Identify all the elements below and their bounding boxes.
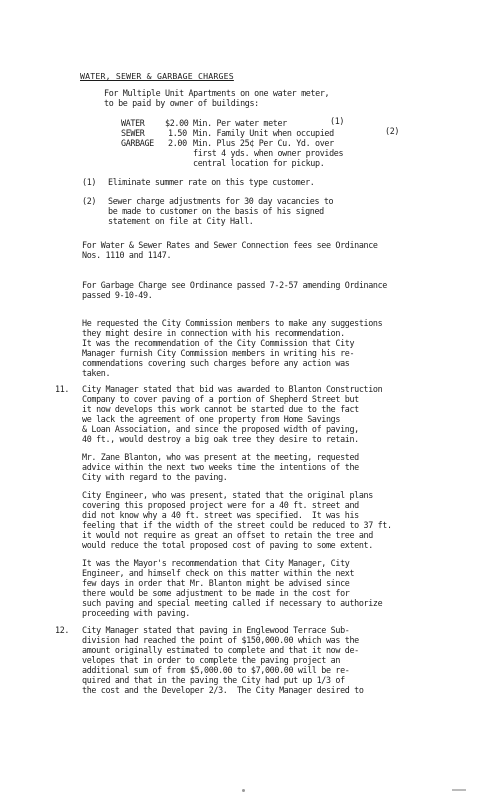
rate-amount: $2.00: [165, 118, 189, 128]
footnote-line: be made to customer on the basis of his signed: [108, 206, 324, 216]
paragraph-line: did not know why a 40 ft. street was specified. It was his: [82, 510, 359, 520]
section-heading: WATER, SEWER & GARBAGE CHARGES: [80, 71, 234, 81]
paragraph-line: & Loan Association, and since the proposed width of paving,: [82, 424, 359, 434]
paragraph-line: we lack the agreement of one property from Home Savings: [82, 414, 341, 424]
rate-desc: Min. Family Unit when occupied: [193, 128, 334, 138]
ordinance-water-line: Nos. 1110 and 1147.: [82, 250, 172, 260]
paragraph-line: He requested the City Commission members to make any suggestions: [82, 318, 383, 328]
ordinance-water-line: For Water & Sewer Rates and Sewer Connection fees see Ordinance: [82, 240, 378, 250]
paragraph-line: feeling that if the width of the street could be reduced to 37 ft.: [82, 520, 392, 530]
rate-note: (2): [385, 126, 400, 136]
footnote-line: statement on file at City Hall.: [108, 216, 254, 226]
paragraph-line: few days in order that Mr. Blanton might be advised since: [82, 578, 350, 588]
paragraph-line: covering this proposed project were for a 40 ft. street and: [82, 500, 359, 510]
paragraph-line: additional sum of from $5,000.00 to $7,000.00 will be re-: [82, 665, 350, 675]
paragraph-line: Company to cover paving of a portion of Shepherd Street but: [82, 394, 359, 404]
paragraph-line: It was the recommendation of the City Commission that City: [82, 338, 355, 348]
paragraph-line: Manager furnish City Commission members in writing his re-: [82, 348, 355, 358]
paragraph-line: commendations covering such charges before any action was: [82, 358, 350, 368]
paragraph-line: quired and that in the paving the City had put up 1/3 of: [82, 675, 345, 685]
intro-line-1: For Multiple Unit Apartments on one water meter,: [104, 88, 330, 98]
intro-line-2: to be paid by owner of buildings:: [104, 98, 259, 108]
paragraph-line: It was the Mayor's recommendation that City Manager, City: [82, 558, 350, 568]
paragraph-line: City Manager stated that bid was awarded to Blanton Construction: [82, 384, 383, 394]
footnote-number: (2): [82, 196, 97, 206]
paragraph-line: City Manager stated that paving in Englewood Terrace Sub-: [82, 625, 350, 635]
rate-continued-line: first 4 yds. when owner provides: [193, 148, 344, 158]
paragraph-line: the cost and the Developer 2/3. The City Manager desired to: [82, 685, 364, 695]
rate-service: SEWER: [121, 128, 145, 138]
footnote-line: Sewer charge adjustments for 30 day vacancies to: [108, 196, 334, 206]
rate-amount: 2.00: [168, 138, 187, 148]
paragraph-line: 40 ft., would destroy a big oak tree they desire to retain.: [82, 434, 359, 444]
scan-mark: [242, 789, 245, 792]
rate-desc: Min. Per water meter: [193, 118, 287, 128]
paragraph-line: City Engineer, who was present, stated that the original plans: [82, 490, 373, 500]
ordinance-garbage-line: For Garbage Charge see Ordinance passed 7-2-57 amending Ordinance: [82, 280, 387, 290]
ordinance-garbage-line: passed 9-10-49.: [82, 290, 153, 300]
scan-mark: [452, 789, 466, 791]
paragraph-line: it would not require as great an offset to retain the tree and: [82, 530, 373, 540]
rate-desc: Min. Plus 25¢ Per Cu. Yd. over: [193, 138, 334, 148]
paragraph-line: division had reached the point of $150,000.00 which was the: [82, 635, 359, 645]
paragraph-line: advice within the next two weeks time the intentions of the: [82, 462, 359, 472]
paragraph-line: Engineer, and himself check on this matter within the next: [82, 568, 355, 578]
rate-service: WATER: [121, 118, 145, 128]
paragraph-line: such paving and special meeting called if necessary to authorize: [82, 598, 383, 608]
paragraph-line: proceeding with paving.: [82, 608, 190, 618]
footnote-line: Eliminate summer rate on this type customer.: [108, 177, 315, 187]
paragraph-line: would reduce the total proposed cost of paving to some extent.: [82, 540, 373, 550]
paragraph-line: amount originally estimated to complete and that it now de-: [82, 645, 359, 655]
item-number: 11.: [55, 384, 70, 394]
paragraph-line: it now develops this work cannot be started due to the fact: [82, 404, 359, 414]
paragraph-line: they might desire in connection with his recommendation.: [82, 328, 345, 338]
paragraph-line: there would be some adjustment to be made in the cost for: [82, 588, 350, 598]
rate-note: (1): [330, 116, 345, 126]
paragraph-line: velopes that in order to complete the paving project an: [82, 655, 341, 665]
paragraph-line: City with regard to the paving.: [82, 472, 228, 482]
footnote-number: (1): [82, 177, 97, 187]
rate-continued-line: central location for pickup.: [193, 158, 325, 168]
rate-service: GARBAGE: [121, 138, 154, 148]
item-number: 12.: [55, 625, 70, 635]
paragraph-line: taken.: [82, 368, 111, 378]
rate-amount: 1.50: [168, 128, 187, 138]
paragraph-line: Mr. Zane Blanton, who was present at the meeting, requested: [82, 452, 359, 462]
